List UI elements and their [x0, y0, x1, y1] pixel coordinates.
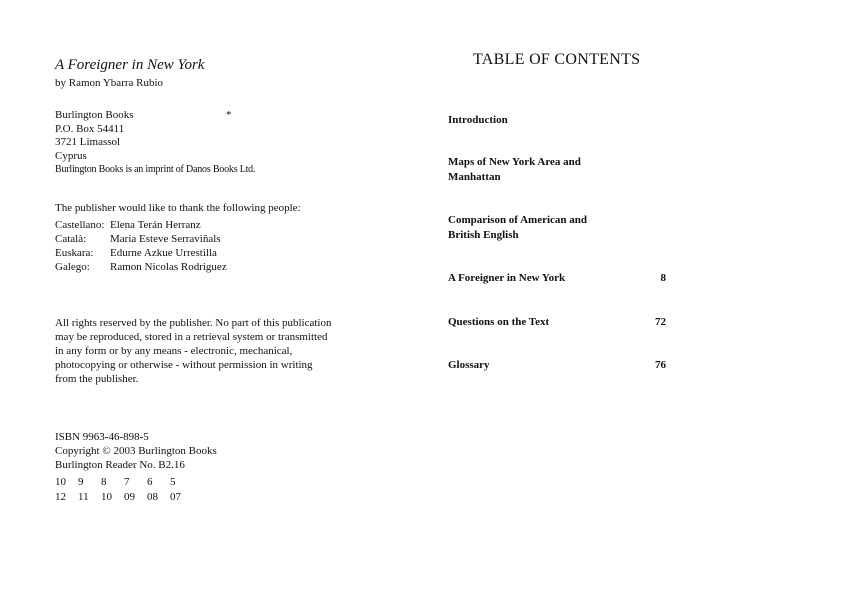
- author-line: by Ramon Ybarra Rubio: [55, 77, 164, 89]
- print-number: 5: [170, 476, 176, 488]
- publication-info: [55, 430, 217, 472]
- translator-row: [55, 246, 227, 260]
- print-number: 9: [78, 476, 84, 488]
- print-number: 11: [78, 490, 89, 503]
- translator-language: Galego:: [55, 261, 90, 273]
- print-number: 7: [124, 476, 130, 488]
- toc-entry-introduction[interactable]: [448, 113, 670, 128]
- print-number: 08: [147, 490, 158, 503]
- address-line: Burlington Books: [55, 109, 134, 121]
- address-line: 3721 Limassol: [55, 136, 121, 148]
- print-number: 07: [170, 490, 181, 503]
- print-number: 09: [124, 490, 135, 503]
- book-title: A Foreigner in New York: [55, 57, 205, 73]
- print-number: 8: [101, 476, 107, 488]
- thanks-heading: The publisher would like to thank the following people:: [55, 202, 301, 214]
- imprint-note: Burlington Books is an imprint of Danos Books Ltd.: [55, 164, 256, 175]
- isbn: ISBN 9963-46-898-5: [55, 431, 149, 443]
- translator-name: Edurne Azkue Urrestilla: [110, 247, 217, 259]
- print-numbers-row: [55, 490, 193, 505]
- toc-entry-label: Introduction: [448, 114, 508, 126]
- address-line: P.O. Box 54411: [55, 122, 125, 135]
- print-number: 10: [101, 490, 112, 503]
- toc-entry-page: 72: [655, 316, 666, 328]
- toc-entry-label: Maps of New York Area and Manhattan: [448, 156, 581, 183]
- rights-notice: [55, 316, 331, 386]
- toc-entry-page: 76: [655, 359, 666, 371]
- translator-row: [55, 232, 227, 246]
- translator-language: Català:: [55, 233, 87, 245]
- toc-entry-label: A Foreigner in New York: [448, 272, 566, 284]
- rights-line: from the publisher.: [55, 373, 139, 385]
- toc-entry-questions[interactable]: [448, 315, 670, 330]
- translator-language: Euskara:: [55, 247, 94, 259]
- translator-language: Castellano:: [55, 219, 105, 231]
- toc-entry-label: Comparison of American and British English: [448, 214, 588, 241]
- rights-line: photocopying or otherwise - without permission in writing: [55, 359, 313, 371]
- translator-list: [55, 218, 227, 274]
- print-numbers: [55, 475, 193, 504]
- toc-entry-label: Glossary: [448, 359, 490, 371]
- star-mark: *: [226, 109, 232, 121]
- rights-line: in any form or by any means - electronic, mechanical,: [55, 345, 293, 357]
- translator-name: Elena Terán Herranz: [110, 219, 201, 231]
- toc-entry-comparison[interactable]: [448, 213, 670, 243]
- toc-entry-label: Questions on the Text: [448, 316, 550, 328]
- translator-name: Maria Esteve Serraviñals: [110, 233, 221, 245]
- toc-entry-story[interactable]: [448, 271, 670, 286]
- reader-number: Burlington Reader No. B2.16: [55, 459, 185, 471]
- print-numbers-row: [55, 475, 193, 490]
- translator-row: [55, 218, 227, 232]
- translator-row: [55, 260, 227, 274]
- print-number: 12: [55, 490, 66, 503]
- print-number: 10: [55, 476, 66, 488]
- toc-heading: TABLE OF CONTENTS: [473, 51, 641, 68]
- rights-line: may be reproduced, stored in a retrieval system or transmitted: [55, 331, 328, 343]
- print-number: 6: [147, 476, 153, 488]
- copyright: Copyright © 2003 Burlington Books: [55, 445, 217, 457]
- toc-entry-maps[interactable]: [448, 155, 670, 185]
- rights-line: All rights reserved by the publisher. No part of this publication: [55, 317, 332, 329]
- toc-entry-glossary[interactable]: [448, 358, 670, 373]
- address-line: Cyprus: [55, 149, 87, 162]
- translator-name: Ramon Nicolas Rodriguez: [110, 261, 227, 273]
- toc-entry-page: 8: [660, 272, 666, 284]
